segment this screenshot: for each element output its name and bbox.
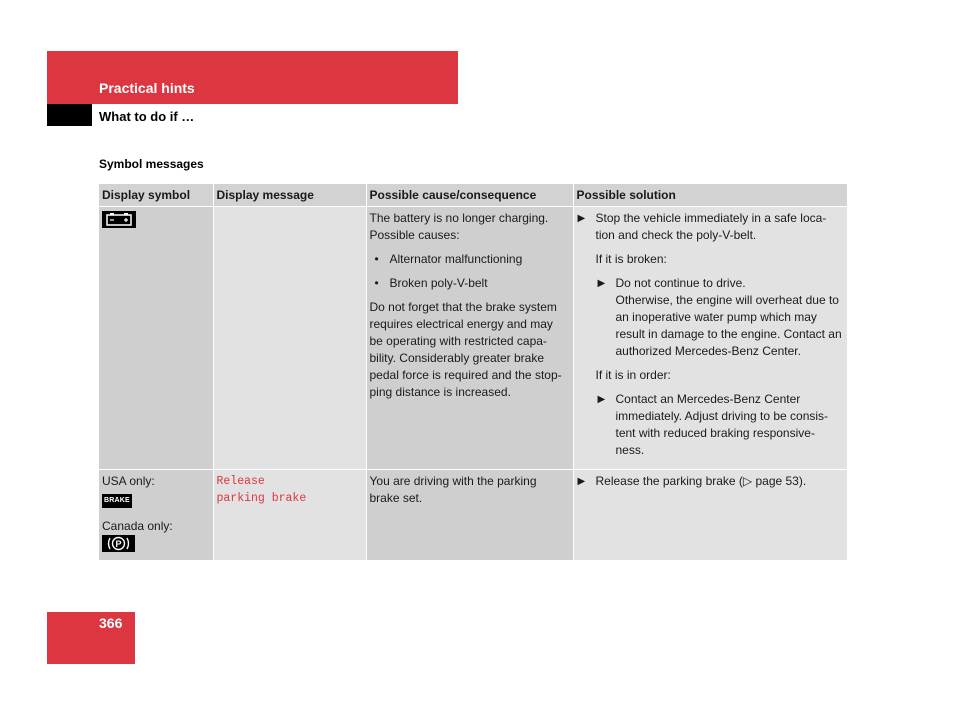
broken-step-line2: Otherwise, the engine will overheat due to an inoperative water pump which may result in damage to the engine. Contact an authorized Mercedes-Benz Center. bbox=[615, 293, 842, 358]
symbol-messages-table bbox=[99, 184, 848, 561]
subsection-title: What to do if … bbox=[99, 109, 195, 124]
display-message-line1: Release bbox=[216, 475, 265, 488]
symbol-cell bbox=[99, 207, 213, 470]
arrow-right-icon: ▶ bbox=[597, 394, 606, 405]
column-header-possible-solution: Possible solution bbox=[573, 184, 847, 207]
list-item: • Alternator malfunctioning bbox=[374, 252, 523, 266]
svg-text:P: P bbox=[115, 539, 122, 549]
section-title: Practical hints bbox=[99, 80, 195, 96]
arrow-right-icon: ▶ bbox=[577, 213, 586, 224]
message-cell bbox=[213, 207, 366, 470]
list-item: • Broken poly-V-belt bbox=[374, 276, 488, 290]
column-header-possible-cause: Possible cause/consequence bbox=[366, 184, 573, 207]
column-header-display-message: Display message bbox=[213, 184, 366, 207]
cause-bullet-1: Alternator malfunctioning bbox=[389, 252, 523, 266]
cause-note: Do not forget that the brake system requires electrical energy and may be operating with restricted capa-bility. Considerably greater brake pedal force is required and the stop-ping distance is increased. bbox=[369, 300, 562, 399]
header-band bbox=[47, 51, 458, 104]
parking-brake-p-icon bbox=[102, 541, 135, 555]
canada-label: Canada only: bbox=[102, 519, 173, 533]
cause-cell bbox=[366, 207, 573, 470]
cause-bullet-2: Broken poly-V-belt bbox=[389, 276, 488, 290]
arrow-right-icon: ▶ bbox=[577, 476, 586, 487]
solution-step-text: Stop the vehicle immediately in a safe loca-tion and check the poly-V-belt. bbox=[595, 211, 827, 242]
solution-step bbox=[577, 210, 844, 244]
cause-intro: The battery is no longer charging. Possible causes: bbox=[369, 211, 549, 242]
usa-label: USA only: bbox=[102, 474, 155, 488]
solution-step bbox=[577, 473, 844, 490]
message-cell bbox=[213, 470, 366, 561]
table-row bbox=[99, 470, 847, 561]
table-row bbox=[99, 207, 847, 470]
order-step-text: Contact an Mercedes-Benz Center immediately. Adjust driving to be consis-tent with reduced braking responsive-ness. bbox=[615, 392, 829, 457]
table-header-row bbox=[99, 184, 847, 207]
solution-substep bbox=[577, 391, 844, 459]
page-number: 366 bbox=[99, 615, 123, 631]
solution-cell bbox=[573, 470, 847, 561]
cause-text: You are driving with the parking brake set. bbox=[369, 474, 537, 505]
solution-cell bbox=[573, 207, 847, 470]
broken-step-line1: Do not continue to drive. bbox=[615, 276, 746, 290]
arrow-right-icon: ▶ bbox=[597, 278, 606, 289]
brake-icon: BRAKE bbox=[102, 494, 132, 508]
battery-icon bbox=[102, 211, 136, 233]
condition-in-order: If it is in order: bbox=[595, 368, 671, 382]
cause-cell bbox=[366, 470, 573, 561]
solution-step-text: Release the parking brake (▷ page 53). bbox=[595, 474, 807, 488]
display-message-line2: parking brake bbox=[216, 492, 307, 505]
table-caption: Symbol messages bbox=[99, 157, 204, 171]
column-header-display-symbol: Display symbol bbox=[99, 184, 213, 207]
condition-broken: If it is broken: bbox=[595, 252, 667, 266]
symbol-cell bbox=[99, 470, 213, 561]
solution-substep bbox=[577, 275, 844, 360]
subsection-marker bbox=[47, 104, 92, 126]
